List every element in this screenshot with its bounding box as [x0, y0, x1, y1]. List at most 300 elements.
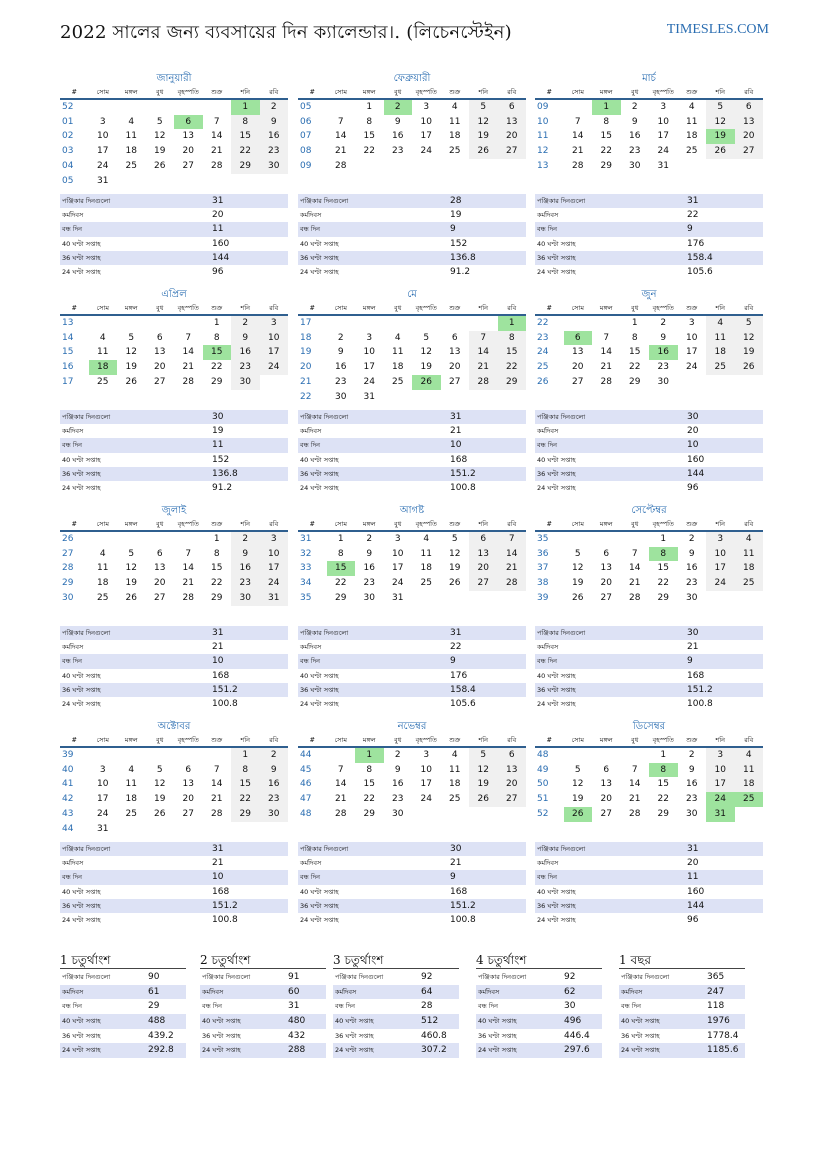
day-cell[interactable]	[441, 390, 470, 405]
day-cell[interactable]: 2	[384, 99, 413, 115]
day-cell[interactable]: 5	[128, 332, 135, 343]
day-cell[interactable]: 14	[469, 345, 498, 360]
day-cell[interactable]: 15	[600, 131, 612, 142]
day-cell[interactable]	[412, 390, 441, 405]
day-cell[interactable]: 25	[420, 578, 432, 589]
day-cell[interactable]: 5	[574, 548, 581, 559]
day-cell[interactable]: 16	[260, 129, 289, 144]
day-cell[interactable]: 27	[498, 144, 527, 159]
day-cell[interactable]	[441, 315, 470, 331]
day-cell[interactable]: 23	[392, 794, 404, 805]
day-cell[interactable]: 7	[337, 116, 344, 127]
day-cell[interactable]: 14	[600, 347, 612, 358]
day-cell[interactable]: 27	[572, 376, 584, 387]
day-cell[interactable]: 27	[154, 592, 166, 603]
day-cell[interactable]: 30	[231, 591, 260, 606]
day-cell[interactable]: 8	[649, 547, 678, 562]
day-cell[interactable]: 9	[260, 763, 289, 778]
day-cell[interactable]: 9	[631, 116, 638, 127]
day-cell[interactable]: 8	[603, 116, 610, 127]
day-cell[interactable]: 6	[735, 99, 764, 115]
day-cell[interactable]: 8	[337, 548, 344, 559]
day-cell[interactable]	[592, 747, 621, 763]
day-cell[interactable]	[117, 747, 146, 763]
day-cell[interactable]: 27	[449, 376, 461, 387]
day-cell[interactable]: 7	[185, 332, 192, 343]
day-cell[interactable]: 20	[449, 362, 461, 373]
day-cell[interactable]: 13	[572, 347, 584, 358]
day-cell[interactable]: 4	[688, 102, 695, 112]
day-cell[interactable]: 19	[449, 563, 461, 574]
day-cell[interactable]	[564, 747, 593, 763]
day-cell[interactable]: 16	[392, 131, 404, 142]
day-cell[interactable]: 6	[185, 764, 192, 775]
day-cell[interactable]: 11	[420, 548, 432, 559]
day-cell[interactable]: 25	[686, 146, 698, 157]
site-brand[interactable]: TIMESLES.COM	[666, 22, 769, 37]
day-cell[interactable]: 31	[392, 592, 404, 603]
day-cell[interactable]	[735, 807, 764, 822]
day-cell[interactable]: 19	[572, 794, 584, 805]
day-cell[interactable]	[592, 531, 621, 547]
day-cell[interactable]: 26	[469, 792, 498, 807]
day-cell[interactable]: 6	[603, 548, 610, 559]
day-cell[interactable]	[146, 99, 175, 115]
day-cell[interactable]: 19	[154, 794, 166, 805]
day-cell[interactable]: 11	[735, 547, 764, 562]
day-cell[interactable]: 24	[97, 160, 109, 171]
day-cell[interactable]: 6	[469, 531, 498, 547]
day-cell[interactable]: 9	[260, 115, 289, 130]
day-cell[interactable]: 19	[706, 129, 735, 144]
day-cell[interactable]	[384, 159, 413, 174]
day-cell[interactable]: 3	[394, 534, 401, 544]
day-cell[interactable]: 9	[337, 347, 344, 358]
day-cell[interactable]: 20	[154, 362, 166, 373]
day-cell[interactable]: 29	[657, 808, 669, 819]
day-cell[interactable]: 18	[449, 131, 461, 142]
day-cell[interactable]: 19	[469, 777, 498, 792]
day-cell[interactable]	[469, 315, 498, 331]
day-cell[interactable]: 18	[125, 794, 137, 805]
day-cell[interactable]: 30	[260, 159, 289, 174]
day-cell[interactable]: 16	[231, 345, 260, 360]
day-cell[interactable]: 28	[600, 376, 612, 387]
day-cell[interactable]: 26	[154, 160, 166, 171]
day-cell[interactable]: 4	[128, 116, 135, 127]
day-cell[interactable]	[441, 807, 470, 822]
day-cell[interactable]: 19	[125, 578, 137, 589]
day-cell[interactable]	[706, 159, 735, 174]
day-cell[interactable]: 28	[629, 808, 641, 819]
day-cell[interactable]: 23	[686, 794, 698, 805]
day-cell[interactable]: 26	[449, 578, 461, 589]
day-cell[interactable]: 3	[260, 315, 289, 331]
day-cell[interactable]: 21	[335, 146, 347, 157]
day-cell[interactable]: 25	[735, 576, 764, 591]
day-cell[interactable]	[592, 315, 621, 331]
day-cell[interactable]: 10	[420, 116, 432, 127]
day-cell[interactable]: 14	[629, 563, 641, 574]
day-cell[interactable]: 20	[154, 578, 166, 589]
day-cell[interactable]: 30	[686, 808, 698, 819]
day-cell[interactable]: 7	[574, 116, 581, 127]
day-cell[interactable]: 15	[231, 777, 260, 792]
day-cell[interactable]: 15	[211, 563, 223, 574]
day-cell[interactable]: 31	[363, 391, 375, 402]
day-cell[interactable]: 21	[182, 578, 194, 589]
day-cell[interactable]: 6	[498, 747, 527, 763]
day-cell[interactable]: 27	[154, 376, 166, 387]
day-cell[interactable]: 19	[735, 345, 764, 360]
day-cell[interactable]: 15	[203, 345, 232, 360]
day-cell[interactable]: 20	[469, 561, 498, 576]
day-cell[interactable]: 21	[600, 362, 612, 373]
day-cell[interactable]: 10	[420, 764, 432, 775]
day-cell[interactable]: 29	[657, 592, 669, 603]
day-cell[interactable]: 31	[657, 160, 669, 171]
day-cell[interactable]	[203, 99, 232, 115]
day-cell[interactable]: 20	[600, 794, 612, 805]
day-cell[interactable]	[355, 159, 384, 174]
day-cell[interactable]: 10	[392, 548, 404, 559]
day-cell[interactable]: 26	[706, 144, 735, 159]
day-cell[interactable]: 16	[335, 362, 347, 373]
day-cell[interactable]: 18	[686, 131, 698, 142]
day-cell[interactable]: 27	[600, 808, 612, 819]
day-cell[interactable]: 13	[154, 563, 166, 574]
day-cell[interactable]: 30	[335, 391, 347, 402]
day-cell[interactable]: 22	[498, 360, 527, 375]
day-cell[interactable]: 8	[366, 764, 373, 775]
day-cell[interactable]: 16	[629, 131, 641, 142]
day-cell[interactable]: 24	[706, 576, 735, 591]
day-cell[interactable]: 24	[420, 794, 432, 805]
day-cell[interactable]: 6	[156, 548, 163, 559]
day-cell[interactable]	[117, 99, 146, 115]
day-cell[interactable]: 18	[449, 779, 461, 790]
day-cell[interactable]: 13	[182, 779, 194, 790]
day-cell[interactable]: 17	[420, 131, 432, 142]
day-cell[interactable]: 1	[231, 747, 260, 763]
day-cell[interactable]: 17	[260, 561, 289, 576]
day-cell[interactable]: 31	[97, 823, 109, 834]
day-cell[interactable]: 21	[572, 146, 584, 157]
day-cell[interactable]	[117, 174, 146, 189]
day-cell[interactable]: 30	[657, 376, 669, 387]
day-cell[interactable]: 9	[394, 764, 401, 775]
day-cell[interactable]: 29	[363, 808, 375, 819]
day-cell[interactable]	[498, 591, 527, 606]
day-cell[interactable]: 25	[97, 592, 109, 603]
day-cell[interactable]: 26	[154, 808, 166, 819]
day-cell[interactable]: 29	[211, 376, 223, 387]
day-cell[interactable]	[174, 822, 203, 837]
day-cell[interactable]: 28	[629, 592, 641, 603]
day-cell[interactable]	[384, 315, 413, 331]
day-cell[interactable]: 2	[260, 99, 289, 115]
day-cell[interactable]: 22	[657, 794, 669, 805]
day-cell[interactable]: 23	[629, 146, 641, 157]
day-cell[interactable]	[174, 174, 203, 189]
day-cell[interactable]: 14	[335, 131, 347, 142]
day-cell[interactable]: 23	[686, 578, 698, 589]
day-cell[interactable]: 22	[335, 578, 347, 589]
day-cell[interactable]: 11	[97, 347, 109, 358]
day-cell[interactable]: 1	[498, 315, 527, 331]
day-cell[interactable]: 9	[231, 331, 260, 346]
day-cell[interactable]: 13	[735, 115, 764, 130]
day-cell[interactable]	[174, 747, 203, 763]
day-cell[interactable]: 4	[735, 531, 764, 547]
day-cell[interactable]: 19	[572, 578, 584, 589]
day-cell[interactable]: 24	[657, 146, 669, 157]
day-cell[interactable]: 25	[449, 146, 461, 157]
day-cell[interactable]: 3	[99, 116, 106, 127]
day-cell[interactable]	[327, 747, 356, 763]
day-cell[interactable]: 29	[498, 375, 527, 390]
day-cell[interactable]: 15	[327, 561, 356, 576]
day-cell[interactable]: 17	[97, 146, 109, 157]
day-cell[interactable]: 23	[335, 376, 347, 387]
day-cell[interactable]: 18	[392, 362, 404, 373]
day-cell[interactable]	[146, 531, 175, 547]
day-cell[interactable]: 20	[600, 578, 612, 589]
day-cell[interactable]: 7	[631, 548, 638, 559]
day-cell[interactable]: 21	[469, 360, 498, 375]
day-cell[interactable]: 26	[572, 592, 584, 603]
day-cell[interactable]: 10	[686, 332, 698, 343]
day-cell[interactable]: 28	[335, 160, 347, 171]
day-cell[interactable]	[89, 531, 118, 547]
day-cell[interactable]: 10	[706, 763, 735, 778]
day-cell[interactable]: 6	[498, 99, 527, 115]
day-cell[interactable]: 10	[706, 547, 735, 562]
day-cell[interactable]: 16	[686, 779, 698, 790]
day-cell[interactable]: 4	[451, 102, 458, 112]
day-cell[interactable]: 6	[156, 332, 163, 343]
day-cell[interactable]: 3	[660, 102, 667, 112]
day-cell[interactable]: 11	[686, 116, 698, 127]
day-cell[interactable]: 27	[182, 160, 194, 171]
day-cell[interactable]: 29	[335, 592, 347, 603]
day-cell[interactable]: 17	[97, 794, 109, 805]
day-cell[interactable]: 5	[423, 332, 430, 343]
day-cell[interactable]: 17	[363, 362, 375, 373]
day-cell[interactable]: 2	[631, 102, 638, 112]
day-cell[interactable]: 12	[449, 548, 461, 559]
day-cell[interactable]: 25	[125, 160, 137, 171]
day-cell[interactable]: 22	[211, 578, 223, 589]
day-cell[interactable]: 13	[600, 779, 612, 790]
day-cell[interactable]: 7	[631, 764, 638, 775]
day-cell[interactable]	[355, 315, 384, 331]
day-cell[interactable]	[203, 822, 232, 837]
day-cell[interactable]: 20	[182, 146, 194, 157]
day-cell[interactable]	[469, 159, 498, 174]
day-cell[interactable]: 28	[182, 592, 194, 603]
day-cell[interactable]: 16	[363, 563, 375, 574]
day-cell[interactable]	[412, 807, 441, 822]
day-cell[interactable]: 22	[231, 792, 260, 807]
day-cell[interactable]: 7	[213, 116, 220, 127]
day-cell[interactable]: 21	[335, 794, 347, 805]
day-cell[interactable]: 7	[213, 764, 220, 775]
day-cell[interactable]: 31	[260, 591, 289, 606]
day-cell[interactable]: 14	[335, 779, 347, 790]
day-cell[interactable]: 24	[260, 576, 289, 591]
day-cell[interactable]: 2	[366, 534, 373, 544]
day-cell[interactable]: 24	[97, 808, 109, 819]
day-cell[interactable]: 18	[125, 146, 137, 157]
day-cell[interactable]	[412, 315, 441, 331]
day-cell[interactable]: 27	[498, 792, 527, 807]
day-cell[interactable]	[735, 375, 764, 390]
day-cell[interactable]: 22	[600, 146, 612, 157]
day-cell[interactable]: 9	[688, 764, 695, 775]
day-cell[interactable]: 14	[182, 563, 194, 574]
day-cell[interactable]: 20	[498, 777, 527, 792]
day-cell[interactable]: 20	[498, 129, 527, 144]
day-cell[interactable]: 12	[735, 331, 764, 346]
day-cell[interactable]: 9	[660, 332, 667, 343]
day-cell[interactable]: 4	[706, 315, 735, 331]
day-cell[interactable]: 24	[260, 360, 289, 375]
day-cell[interactable]	[678, 375, 707, 390]
day-cell[interactable]: 25	[392, 376, 404, 387]
day-cell[interactable]	[203, 747, 232, 763]
day-cell[interactable]: 16	[260, 777, 289, 792]
day-cell[interactable]: 24	[363, 376, 375, 387]
day-cell[interactable]: 29	[231, 807, 260, 822]
day-cell[interactable]: 3	[366, 332, 373, 343]
day-cell[interactable]	[327, 99, 356, 115]
day-cell[interactable]: 18	[706, 345, 735, 360]
day-cell[interactable]: 21	[498, 561, 527, 576]
day-cell[interactable]: 3	[99, 764, 106, 775]
day-cell[interactable]: 15	[629, 347, 641, 358]
day-cell[interactable]: 1	[592, 99, 621, 115]
day-cell[interactable]: 5	[156, 116, 163, 127]
day-cell[interactable]: 31	[706, 807, 735, 822]
day-cell[interactable]: 22	[211, 362, 223, 373]
day-cell[interactable]: 19	[154, 146, 166, 157]
day-cell[interactable]: 11	[125, 131, 137, 142]
day-cell[interactable]: 27	[735, 144, 764, 159]
day-cell[interactable]: 17	[260, 345, 289, 360]
day-cell[interactable]: 13	[154, 347, 166, 358]
day-cell[interactable]	[564, 315, 593, 331]
day-cell[interactable]: 2	[337, 332, 344, 343]
day-cell[interactable]: 20	[572, 362, 584, 373]
day-cell[interactable]: 9	[394, 116, 401, 127]
day-cell[interactable]: 26	[469, 144, 498, 159]
day-cell[interactable]: 2	[688, 750, 695, 760]
day-cell[interactable]: 6	[451, 332, 458, 343]
day-cell[interactable]: 27	[182, 808, 194, 819]
day-cell[interactable]: 12	[572, 779, 584, 790]
day-cell[interactable]: 24	[420, 146, 432, 157]
day-cell[interactable]: 8	[231, 763, 260, 778]
day-cell[interactable]: 2	[660, 318, 667, 328]
day-cell[interactable]: 28	[469, 375, 498, 390]
day-cell[interactable]: 4	[99, 332, 106, 343]
day-cell[interactable]: 6	[174, 115, 203, 130]
day-cell[interactable]: 29	[211, 592, 223, 603]
day-cell[interactable]: 22	[629, 362, 641, 373]
day-cell[interactable]: 22	[363, 146, 375, 157]
day-cell[interactable]: 9	[231, 547, 260, 562]
day-cell[interactable]	[89, 99, 118, 115]
day-cell[interactable]: 1	[213, 318, 220, 328]
day-cell[interactable]: 15	[498, 345, 527, 360]
day-cell[interactable]: 17	[392, 563, 404, 574]
day-cell[interactable]: 12	[469, 763, 498, 778]
day-cell[interactable]	[706, 375, 735, 390]
day-cell[interactable]: 4	[99, 548, 106, 559]
day-cell[interactable]: 24	[392, 578, 404, 589]
day-cell[interactable]: 18	[97, 578, 109, 589]
day-cell[interactable]	[327, 315, 356, 331]
day-cell[interactable]: 8	[366, 116, 373, 127]
day-cell[interactable]	[498, 159, 527, 174]
day-cell[interactable]: 5	[128, 548, 135, 559]
day-cell[interactable]: 10	[260, 331, 289, 346]
day-cell[interactable]: 13	[469, 547, 498, 562]
day-cell[interactable]: 23	[260, 792, 289, 807]
day-cell[interactable]: 3	[423, 750, 430, 760]
day-cell[interactable]: 17	[657, 131, 669, 142]
day-cell[interactable]: 14	[629, 779, 641, 790]
day-cell[interactable]: 8	[649, 763, 678, 778]
day-cell[interactable]: 12	[125, 347, 137, 358]
day-cell[interactable]: 17	[706, 561, 735, 576]
day-cell[interactable]	[203, 174, 232, 189]
day-cell[interactable]: 11	[706, 331, 735, 346]
day-cell[interactable]	[498, 807, 527, 822]
day-cell[interactable]: 15	[231, 129, 260, 144]
day-cell[interactable]: 10	[97, 779, 109, 790]
day-cell[interactable]: 5	[735, 315, 764, 331]
day-cell[interactable]: 7	[498, 531, 527, 547]
day-cell[interactable]: 30	[392, 808, 404, 819]
day-cell[interactable]	[117, 315, 146, 331]
day-cell[interactable]	[564, 99, 593, 115]
day-cell[interactable]: 9	[366, 548, 373, 559]
day-cell[interactable]: 25	[125, 808, 137, 819]
day-cell[interactable]: 24	[706, 792, 735, 807]
day-cell[interactable]	[621, 747, 650, 763]
day-cell[interactable]	[231, 822, 260, 837]
day-cell[interactable]	[89, 747, 118, 763]
day-cell[interactable]	[441, 159, 470, 174]
day-cell[interactable]: 13	[449, 347, 461, 358]
day-cell[interactable]: 3	[423, 102, 430, 112]
day-cell[interactable]: 13	[498, 115, 527, 130]
day-cell[interactable]: 23	[231, 360, 260, 375]
day-cell[interactable]	[146, 174, 175, 189]
day-cell[interactable]: 1	[355, 747, 384, 763]
day-cell[interactable]	[735, 159, 764, 174]
day-cell[interactable]: 22	[363, 794, 375, 805]
day-cell[interactable]: 30	[363, 592, 375, 603]
day-cell[interactable]: 27	[469, 576, 498, 591]
day-cell[interactable]	[89, 315, 118, 331]
day-cell[interactable]: 23	[392, 146, 404, 157]
day-cell[interactable]: 11	[97, 563, 109, 574]
day-cell[interactable]: 11	[449, 116, 461, 127]
day-cell[interactable]: 24	[686, 362, 698, 373]
